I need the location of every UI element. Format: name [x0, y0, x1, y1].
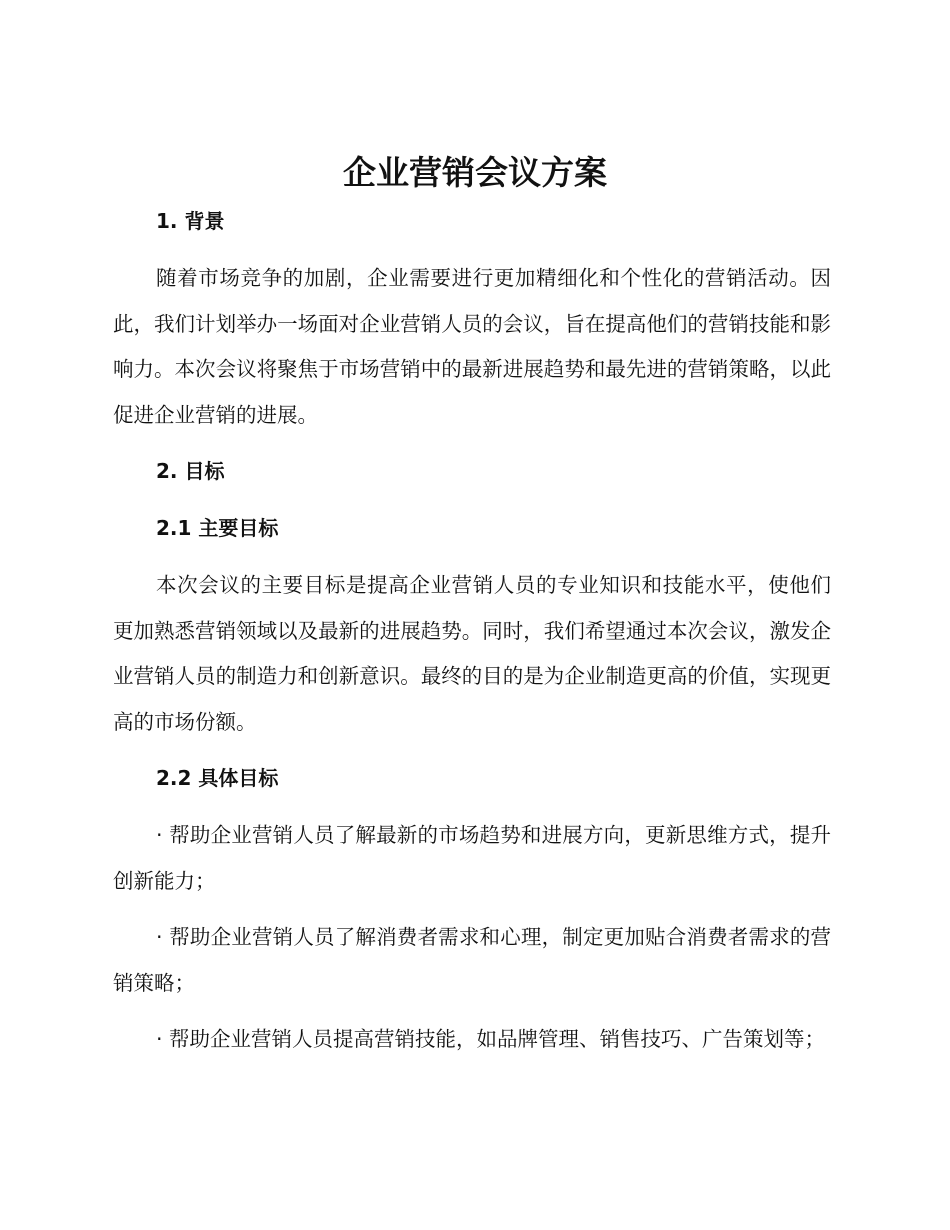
- heading-main-goal: 2.1 主要目标: [156, 516, 279, 540]
- heading-specific-goal: 2.2 具体目标: [156, 766, 279, 790]
- heading-goals: 2. 目标: [156, 459, 225, 483]
- document-title: 企业营销会议方案: [343, 153, 607, 192]
- bullet-item: · 帮助企业营销人员了解消费者需求和心理，制定更加贴合消费者需求的营销策略；: [113, 925, 831, 995]
- paragraph-background: 随着市场竞争的加剧，企业需要进行更加精细化和个性化的营销活动。因此，我们计划举办一场面对企业营销人员的会议，旨在提高他们的营销技能和影响力。本次会议将聚焦于市场营销中的最新进展趋势和最先进的营销策略，以此促进企业营销的进展。: [113, 266, 831, 427]
- bullet-item: · 帮助企业营销人员提高营销技能，如品牌管理、销售技巧、广告策划等；: [156, 1027, 826, 1051]
- bullet-item: · 帮助企业营销人员了解最新的市场趋势和进展方向，更新思维方式，提升创新能力；: [113, 823, 831, 893]
- paragraph-main-goal: 本次会议的主要目标是提高企业营销人员的专业知识和技能水平，使他们更加熟悉营销领域以及最新的进展趋势。同时，我们希望通过本次会议，激发企业营销人员的制造力和创新意识。最终的目的是为企业制造更高的价值，实现更高的市场份额。: [113, 573, 831, 734]
- heading-background: 1. 背景: [156, 209, 225, 233]
